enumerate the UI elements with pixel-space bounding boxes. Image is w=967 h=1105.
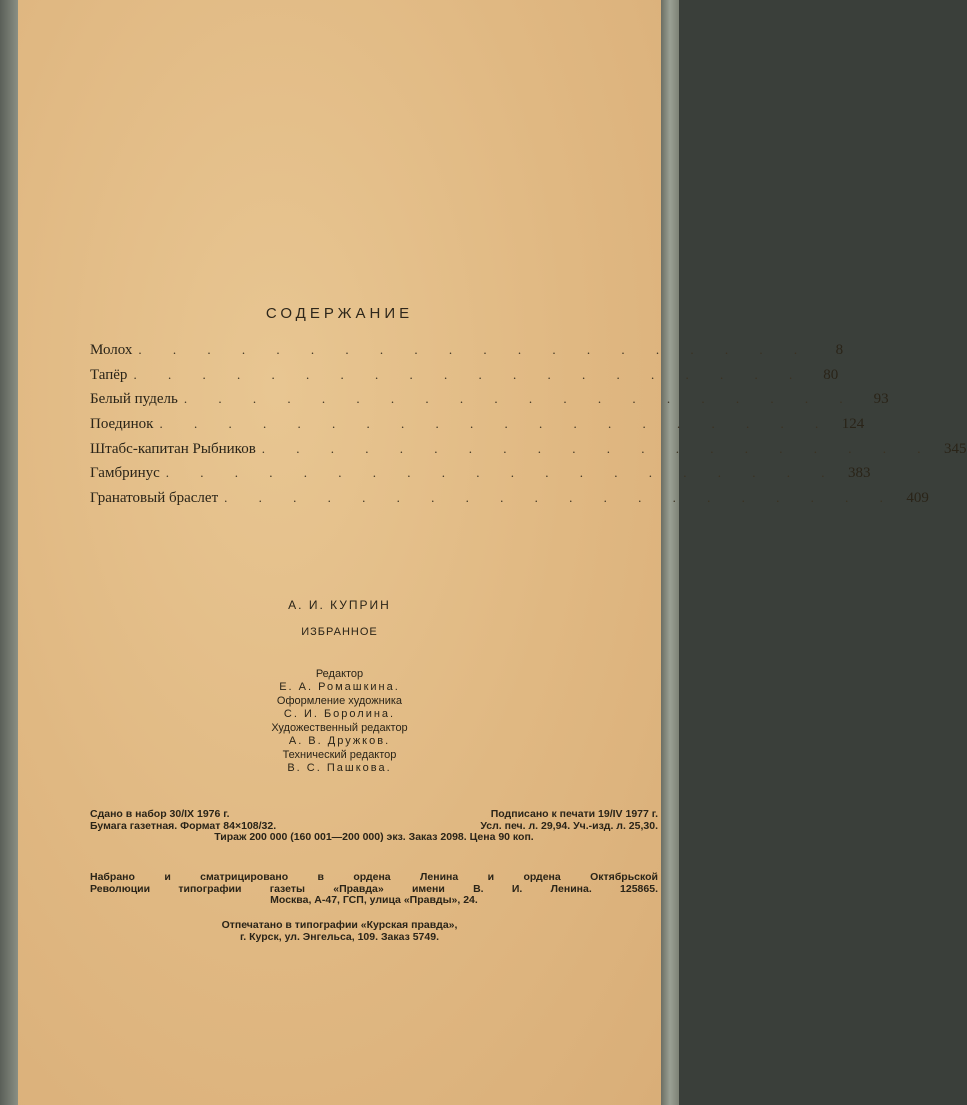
toc-entry — [90, 363, 839, 388]
toc-entry — [90, 338, 844, 363]
toc-entry-label: Гранатовый браслет — [90, 490, 219, 507]
table-of-contents — [90, 338, 967, 511]
toc-entry-page: 124 — [841, 416, 865, 433]
imprint-line — [90, 832, 658, 844]
typesetting-line: Набрано и сматрицировано в ордена Ленина и ордена Октябрьской — [90, 871, 658, 883]
toc-entry-page: 383 — [848, 465, 871, 482]
toc-entry-label: Поединок — [90, 416, 154, 433]
credit-role: Художественный редактор — [271, 722, 408, 734]
toc-leader-dots: . . . . . . . . . . . . . . . . . . . . — [138, 342, 812, 357]
credit-art-editor — [18, 722, 661, 747]
imprint-typeset-date: Сдано в набор 30/IX 1976 г. — [90, 808, 230, 820]
printed-at-line: Отпечатано в типографии «Курская правда», — [221, 919, 458, 931]
book-title: ИЗБРАННОЕ — [301, 626, 378, 638]
credits — [18, 668, 661, 776]
credit-tech-editor — [18, 749, 661, 774]
toc-entry — [90, 387, 889, 412]
credit-role: Технический редактор — [282, 749, 397, 761]
imprint-line — [90, 809, 658, 821]
book-page — [18, 0, 967, 1105]
toc-leader-dots: . . . . . . . . . . . . . . . . . . . . — [133, 366, 807, 382]
imprint-circulation: Тираж 200 000 (160 001—200 000) экз. Заказ 2098. Цена 90 коп. — [214, 831, 534, 843]
credit-role: Оформление художника — [276, 695, 403, 707]
imprint-paper-format: Бумага газетная. Формат 84×108/32. — [90, 819, 277, 832]
typesetting-line: Революции типографии газеты «Правда» имени В. И. Ленина. 125865. — [90, 882, 658, 895]
toc-entry-label: Гамбринус — [90, 465, 160, 482]
toc-entry-page: 93 — [873, 391, 889, 408]
scan-edge-left — [0, 0, 18, 1105]
toc-leader-dots: . . . . . . . . . . . . . . . . . . . . — [261, 440, 935, 456]
toc-entry-label: Белый пудель — [90, 391, 178, 408]
toc-leader-dots: . . . . . . . . . . . . . . . . . . . . — [159, 416, 833, 432]
scan-edge-right — [661, 0, 679, 1105]
toc-entry-label: Тапёр — [90, 366, 128, 383]
toc-leader-dots: . . . . . . . . . . . . . . . . . . . . — [224, 490, 897, 506]
typesetting-info — [90, 872, 658, 907]
printed-at-info — [18, 920, 661, 943]
toc-title: СОДЕРЖАНИЕ — [265, 305, 414, 322]
credit-editor — [18, 668, 661, 693]
toc-entry-label: Молох — [90, 342, 133, 358]
toc-leader-dots: . . . . . . . . . . . . . . . . . . . . — [165, 465, 839, 481]
imprint-block — [90, 809, 658, 844]
toc-entry-page: 409 — [906, 490, 929, 507]
credit-role: Редактор — [315, 668, 364, 680]
credit-name: В. С. Пашкова. — [287, 761, 392, 774]
toc-entry-page: 80 — [823, 366, 839, 383]
toc-entry-label: Штабс-капитан Рыбников — [90, 440, 256, 457]
credit-name: А. В. Дружков. — [288, 734, 391, 747]
printed-at-line: г. Курск, ул. Энгельса, 109. Заказ 5749. — [239, 930, 439, 943]
toc-entry-page: 8 — [835, 342, 844, 358]
toc-entry-page: 345 — [944, 440, 967, 457]
credit-design — [18, 695, 661, 720]
imprint-signed-date: Подписано к печати 19/IV 1977 г. — [490, 808, 658, 820]
imprint-sheets: Усл. печ. л. 29,94. Уч.-изд. л. 25,30. — [480, 819, 658, 832]
toc-entry — [90, 412, 865, 437]
credit-name: Е. А. Ромашкина. — [279, 680, 400, 693]
toc-leader-dots: . . . . . . . . . . . . . . . . . . . . — [183, 391, 857, 407]
toc-entry — [90, 437, 967, 462]
typesetting-line: Москва, А-47, ГСП, улица «Правды», 24. — [270, 894, 478, 906]
toc-entry — [90, 461, 871, 486]
credit-name: С. И. Боролина. — [283, 707, 396, 720]
toc-entry — [90, 486, 929, 511]
book-author: А. И. КУПРИН — [288, 598, 391, 612]
